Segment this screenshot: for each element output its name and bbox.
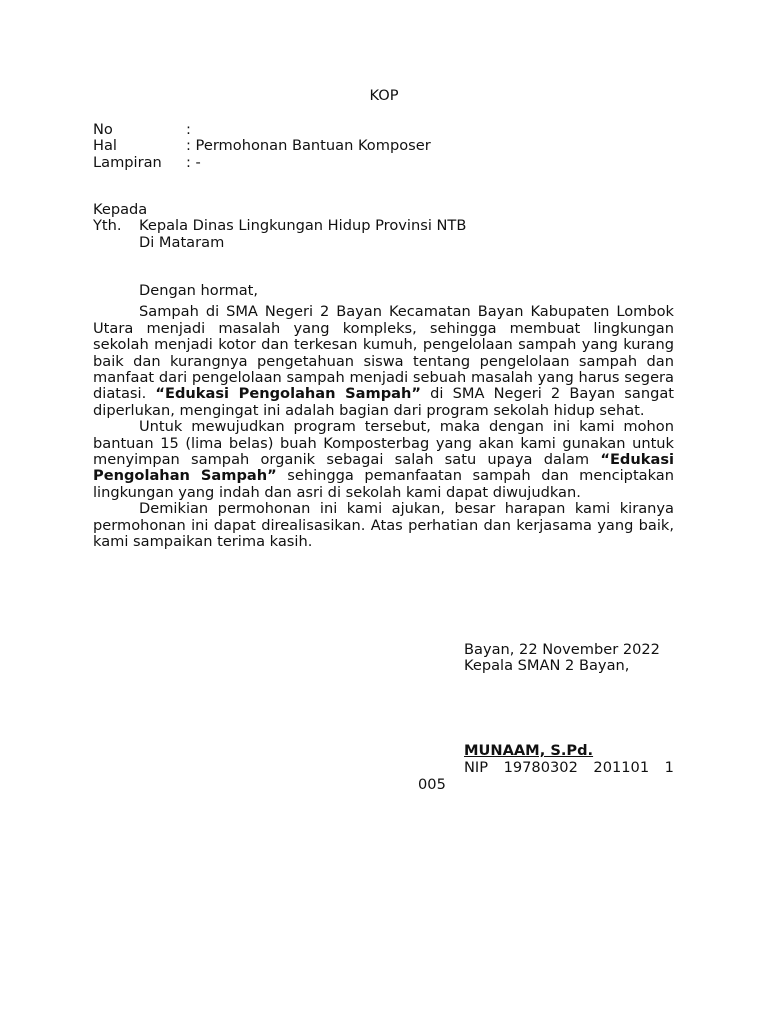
- signer-position: Kepala SMAN 2 Bayan,: [464, 657, 630, 675]
- meta-value: : Permohonan Bantuan Komposer: [186, 137, 431, 155]
- recipient-name: Kepala Dinas Lingkungan Hidup Provinsi NTB: [139, 217, 467, 235]
- recipient-line: [93, 218, 466, 234]
- letterhead-placeholder: KOP: [369, 87, 399, 104]
- meta-row-no: [93, 122, 431, 138]
- recipient-city: Di Mataram: [139, 233, 225, 251]
- nip-part: 1: [664, 759, 674, 776]
- signer-name: MUNAAM, S.Pd.: [464, 742, 594, 759]
- signature-block: [464, 642, 660, 675]
- yth-label: Yth.: [93, 217, 122, 235]
- letter-body: [93, 283, 674, 550]
- meta-row-lampiran: [93, 155, 431, 171]
- meta-value: : -: [186, 153, 201, 171]
- recipient-address: [93, 202, 466, 251]
- program-name-bold: “Edukasi Pengolahan Sampah”: [155, 385, 421, 403]
- meta-key: No: [93, 121, 113, 138]
- paragraph-1: [93, 304, 674, 419]
- paragraph-2-text-b: sehingga pemanfaatan sampah dan menciptakan lingkungan yang indah dan asri di sekolah kami dapat diwujudkan.: [93, 467, 675, 501]
- paragraph-1-text-b: di SMA Negeri 2 Bayan sangat diperlukan, mengingat ini adalah bagian dari program sekolah hidup sehat.: [93, 385, 675, 419]
- kepada-line: [93, 202, 466, 218]
- nip-line: [464, 760, 674, 776]
- letter-meta: [93, 122, 431, 171]
- program-name-bold: “Edukasi Pengolahan Sampah”: [93, 451, 675, 485]
- salutation: Dengan hormat,: [139, 282, 259, 299]
- place-date: Bayan, 22 November 2022: [464, 641, 660, 658]
- paragraph-1-text-a: Sampah di SMA Negeri 2 Bayan Kecamatan Bayan Kabupaten Lombok Utara menjadi masalah yang kompleks, sehingga membuat lingkungan sekolah menjadi kotor dan terkesan kumuh, pengelolaan sampah yang kurang baik dan kurangnya pengetahuan siswa tentang pengelolaan sampah dan manfaat dari pengelolaan sampah menjadi sebuah masalah yang harus segera diatasi.: [93, 303, 674, 403]
- meta-value: :: [186, 121, 191, 138]
- meta-key: Lampiran: [93, 153, 162, 171]
- nip-part: 19780302: [503, 759, 578, 776]
- paragraph-2: [93, 419, 674, 501]
- nip-part: 201101: [593, 759, 650, 776]
- meta-key: Hal: [93, 137, 117, 155]
- meta-row-hal: [93, 138, 431, 154]
- paragraph-3: Demikian permohonan ini kami ajukan, besar harapan kami kiranya permohonan ini dapat direalisasikan. Atas perhatian dan kerjasama yang baik, kami sampaikan terima kasih.: [93, 500, 674, 551]
- nip-tail: 005: [418, 776, 446, 793]
- paragraph-2-text-a: Untuk mewujudkan program tersebut, maka dengan ini kami mohon bantuan 15 (lima belas) buah Komposterbag yang akan kami gunakan untuk menyimpan sampah organik sebagai salah satu upaya dalam: [93, 418, 674, 469]
- nip-label: NIP: [464, 759, 489, 776]
- kepada-label: Kepada: [93, 201, 148, 218]
